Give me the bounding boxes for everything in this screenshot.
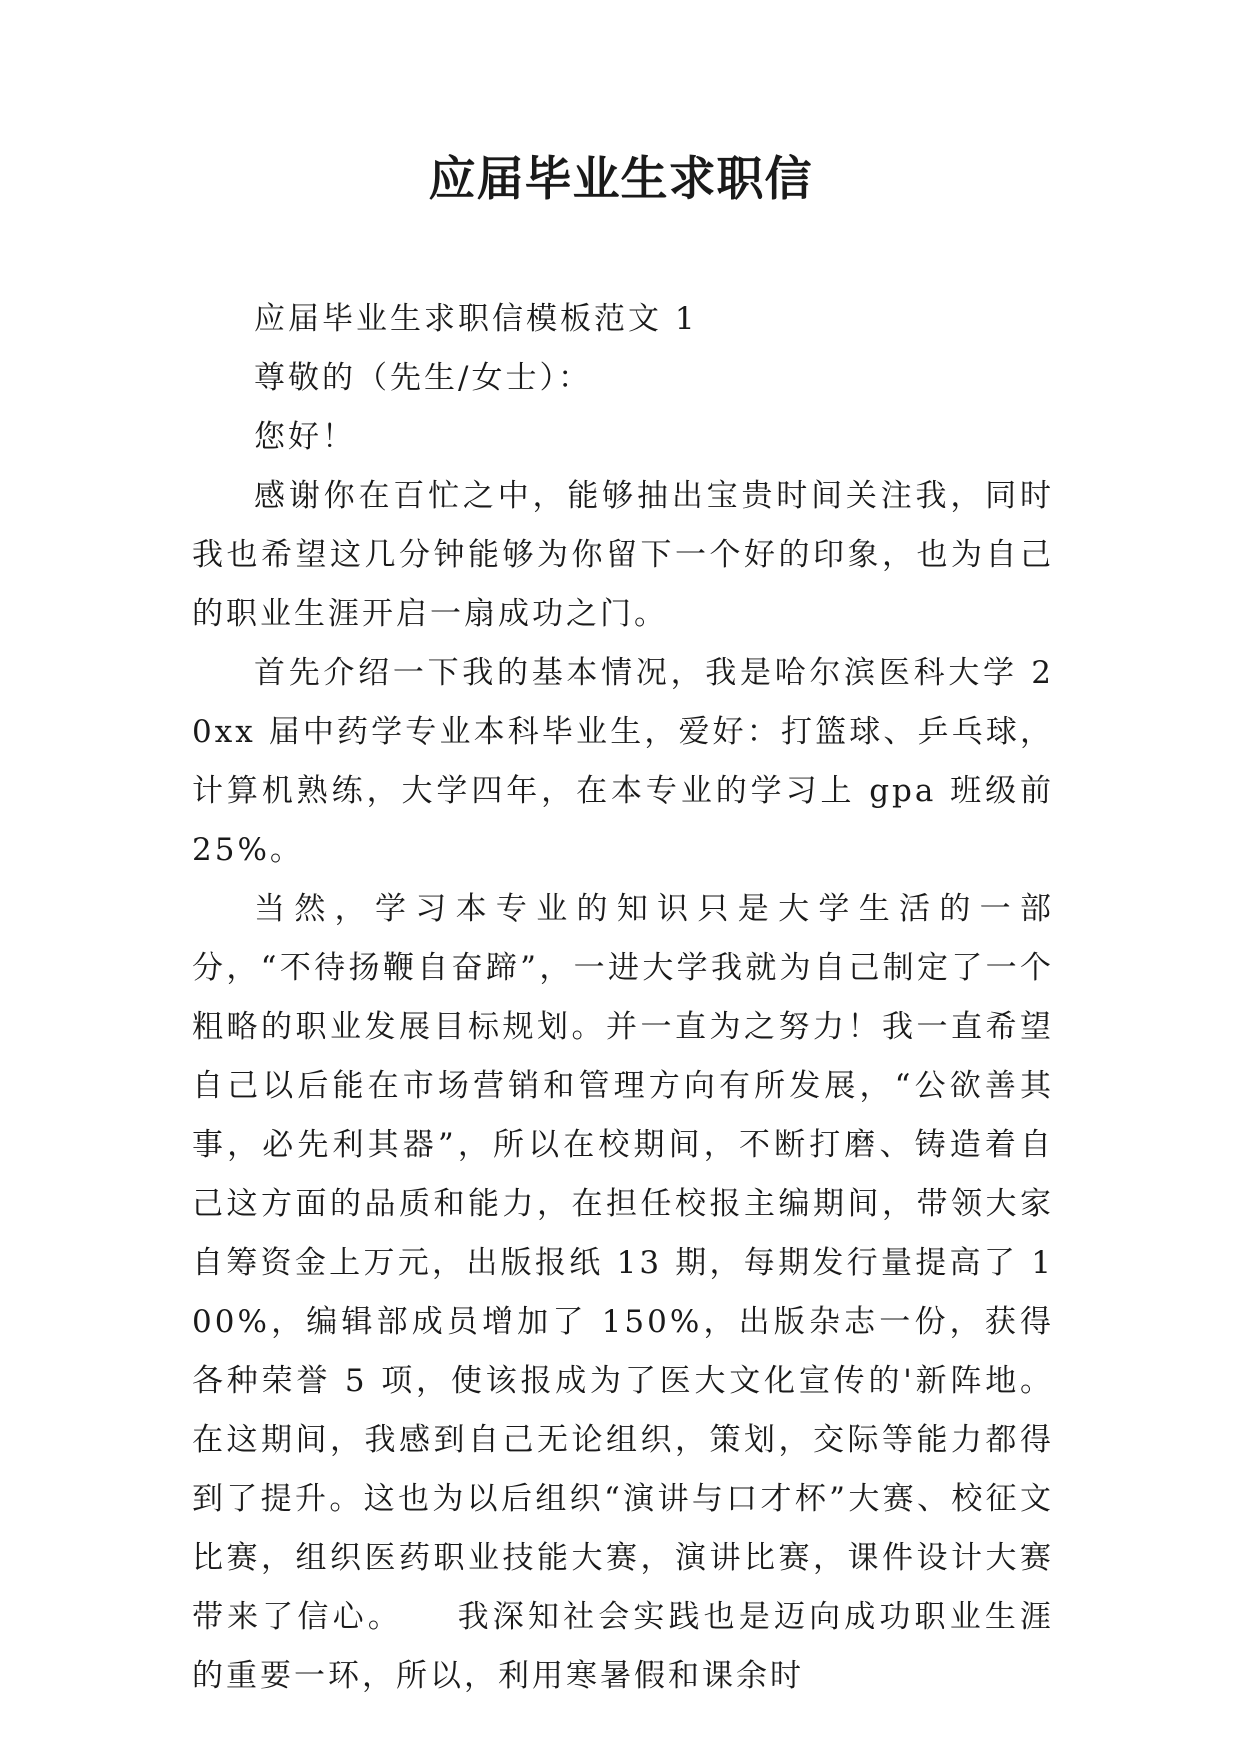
paragraph-salutation: 尊敬的（先生/女士）： — [254, 360, 592, 396]
document-title: 应届毕业生求职信 — [428, 152, 813, 207]
paragraph-thanks: 感谢你在百忙之中，能够抽出宝贵时间关注我，同时我也希望这几分钟能够为你留下一个好的印象，也为自己的职业生涯开启一扇成功之门。 — [192, 478, 1054, 632]
paragraph-experience: 当然，学习本专业的知识只是大学生活的一部分，“不待扬鞭自奋蹄”，一进大学我就为自己制定了一个粗略的职业发展目标规划。并一直为之努力！我一直希望自己以后能在市场营销和管理方向有所发展，“公欲善其事，必先利其器”，所以在校期间，不断打磨、铸造着自己这方面的品质和能力，在担任校报主编期间，带领大家自筹资金上万元，出版报纸 13 期，每期发行量提高了 100%，编辑部成员增加了 150%，出版杂志一份，获得各种荣誉 5 项，使该报成为了医大文化宣传的'新阵地。在这期间，我感到自己无论组织，策划，交际等能力都得到了提升。这也为以后组织“演讲与口才杯”大赛、校征文比赛，组织医药职业技能大赛，演讲比赛，课件设计大赛带来了信心。 我深知社会实践也是迈向成功职业生涯的重要一环，所以，利用寒暑假和课余时 — [192, 891, 1054, 1694]
paragraph-heading: 应届毕业生求职信模板范文 1 — [254, 301, 698, 337]
paragraph-introduction: 首先介绍一下我的基本情况，我是哈尔滨医科大学 20xx 届中药学专业本科毕业生，爱好：打篮球、乒乓球，计算机熟练，大学四年，在本专业的学习上 gpa 班级前 25%。 — [192, 655, 1054, 868]
document-body — [192, 290, 1054, 1706]
paragraph-greeting: 您好！ — [254, 419, 356, 455]
